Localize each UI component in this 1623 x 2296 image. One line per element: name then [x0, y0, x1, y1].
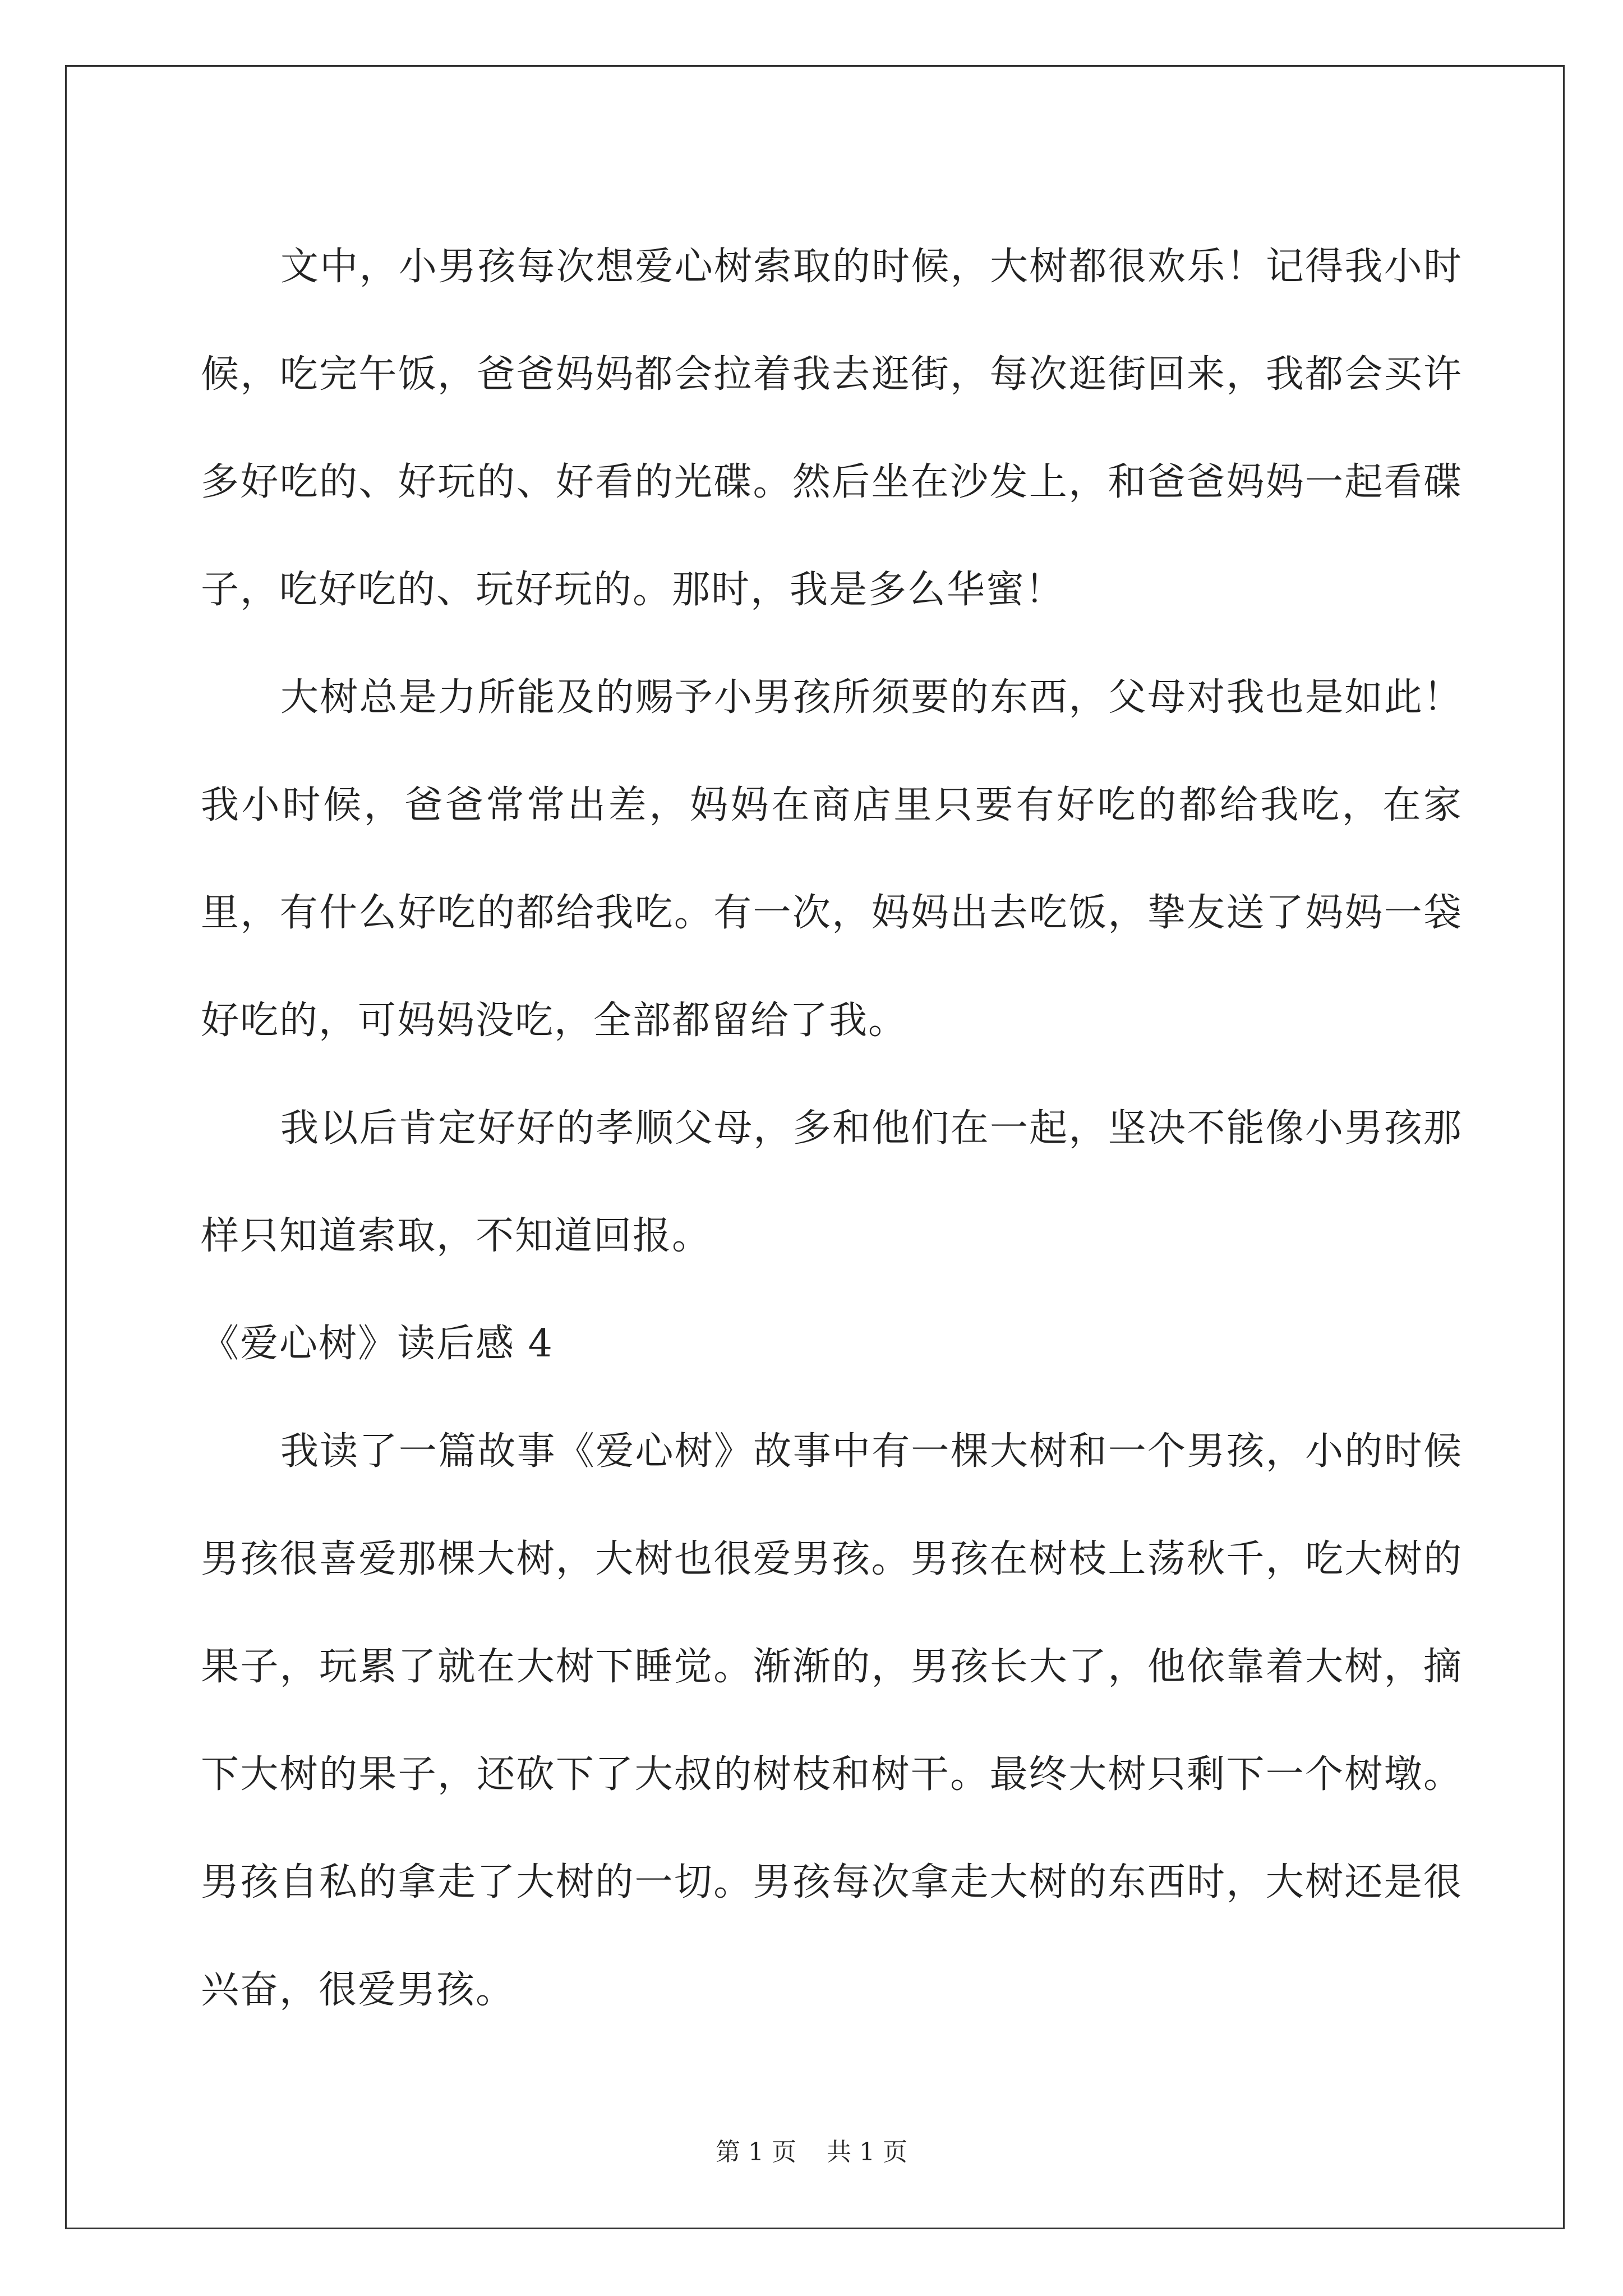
paragraph-2: 大树总是力所能及的赐予小男孩所须要的东西，父母对我也是如此！我小时候，爸爸常常出差，妈妈在商店里只要有好吃的都给我吃，在家里，有什么好吃的都给我吃。有一次，妈妈出去吃饭，挚友送了妈妈一袋好吃的，可妈妈没吃，全部都留给了我。: [201, 675, 1463, 1043]
section-heading: 《爱心树》读后感 4: [201, 1322, 554, 1366]
page-footer: [0, 2132, 1623, 2168]
page-total: 共 1 页: [827, 2138, 907, 2166]
paragraph-1: 文中，小男孩每次想爱心树索取的时候，大树都很欢乐！记得我小时候，吃完午饭，爸爸妈妈都会拉着我去逛街，每次逛街回来，我都会买许多好吃的、好玩的、好看的光碟。然后坐在沙发上，和爸爸妈妈一起看碟子，吃好吃的、玩好玩的。那时，我是多么华蜜！: [201, 245, 1463, 612]
page-current: 第 1 页: [716, 2138, 796, 2166]
document-body: [201, 213, 1463, 2044]
section-paragraph-1: 我读了一篇故事《爱心树》故事中有一棵大树和一个男孩，小的时候男孩很喜爱那棵大树，大树也很爱男孩。男孩在树枝上荡秋千，吃大树的果子，玩累了就在大树下睡觉。渐渐的，男孩长大了，他依靠着大树，摘下大树的果子，还砍下了大叔的树枝和树干。最终大树只剩下一个树墩。男孩自私的拿走了大树的一切。男孩每次拿走大树的东西时，大树还是很兴奋，很爱男孩。: [201, 1429, 1463, 2012]
paragraph-3: 我以后肯定好好的孝顺父母，多和他们在一起，坚决不能像小男孩那样只知道索取，不知道回报。: [201, 1106, 1463, 1258]
